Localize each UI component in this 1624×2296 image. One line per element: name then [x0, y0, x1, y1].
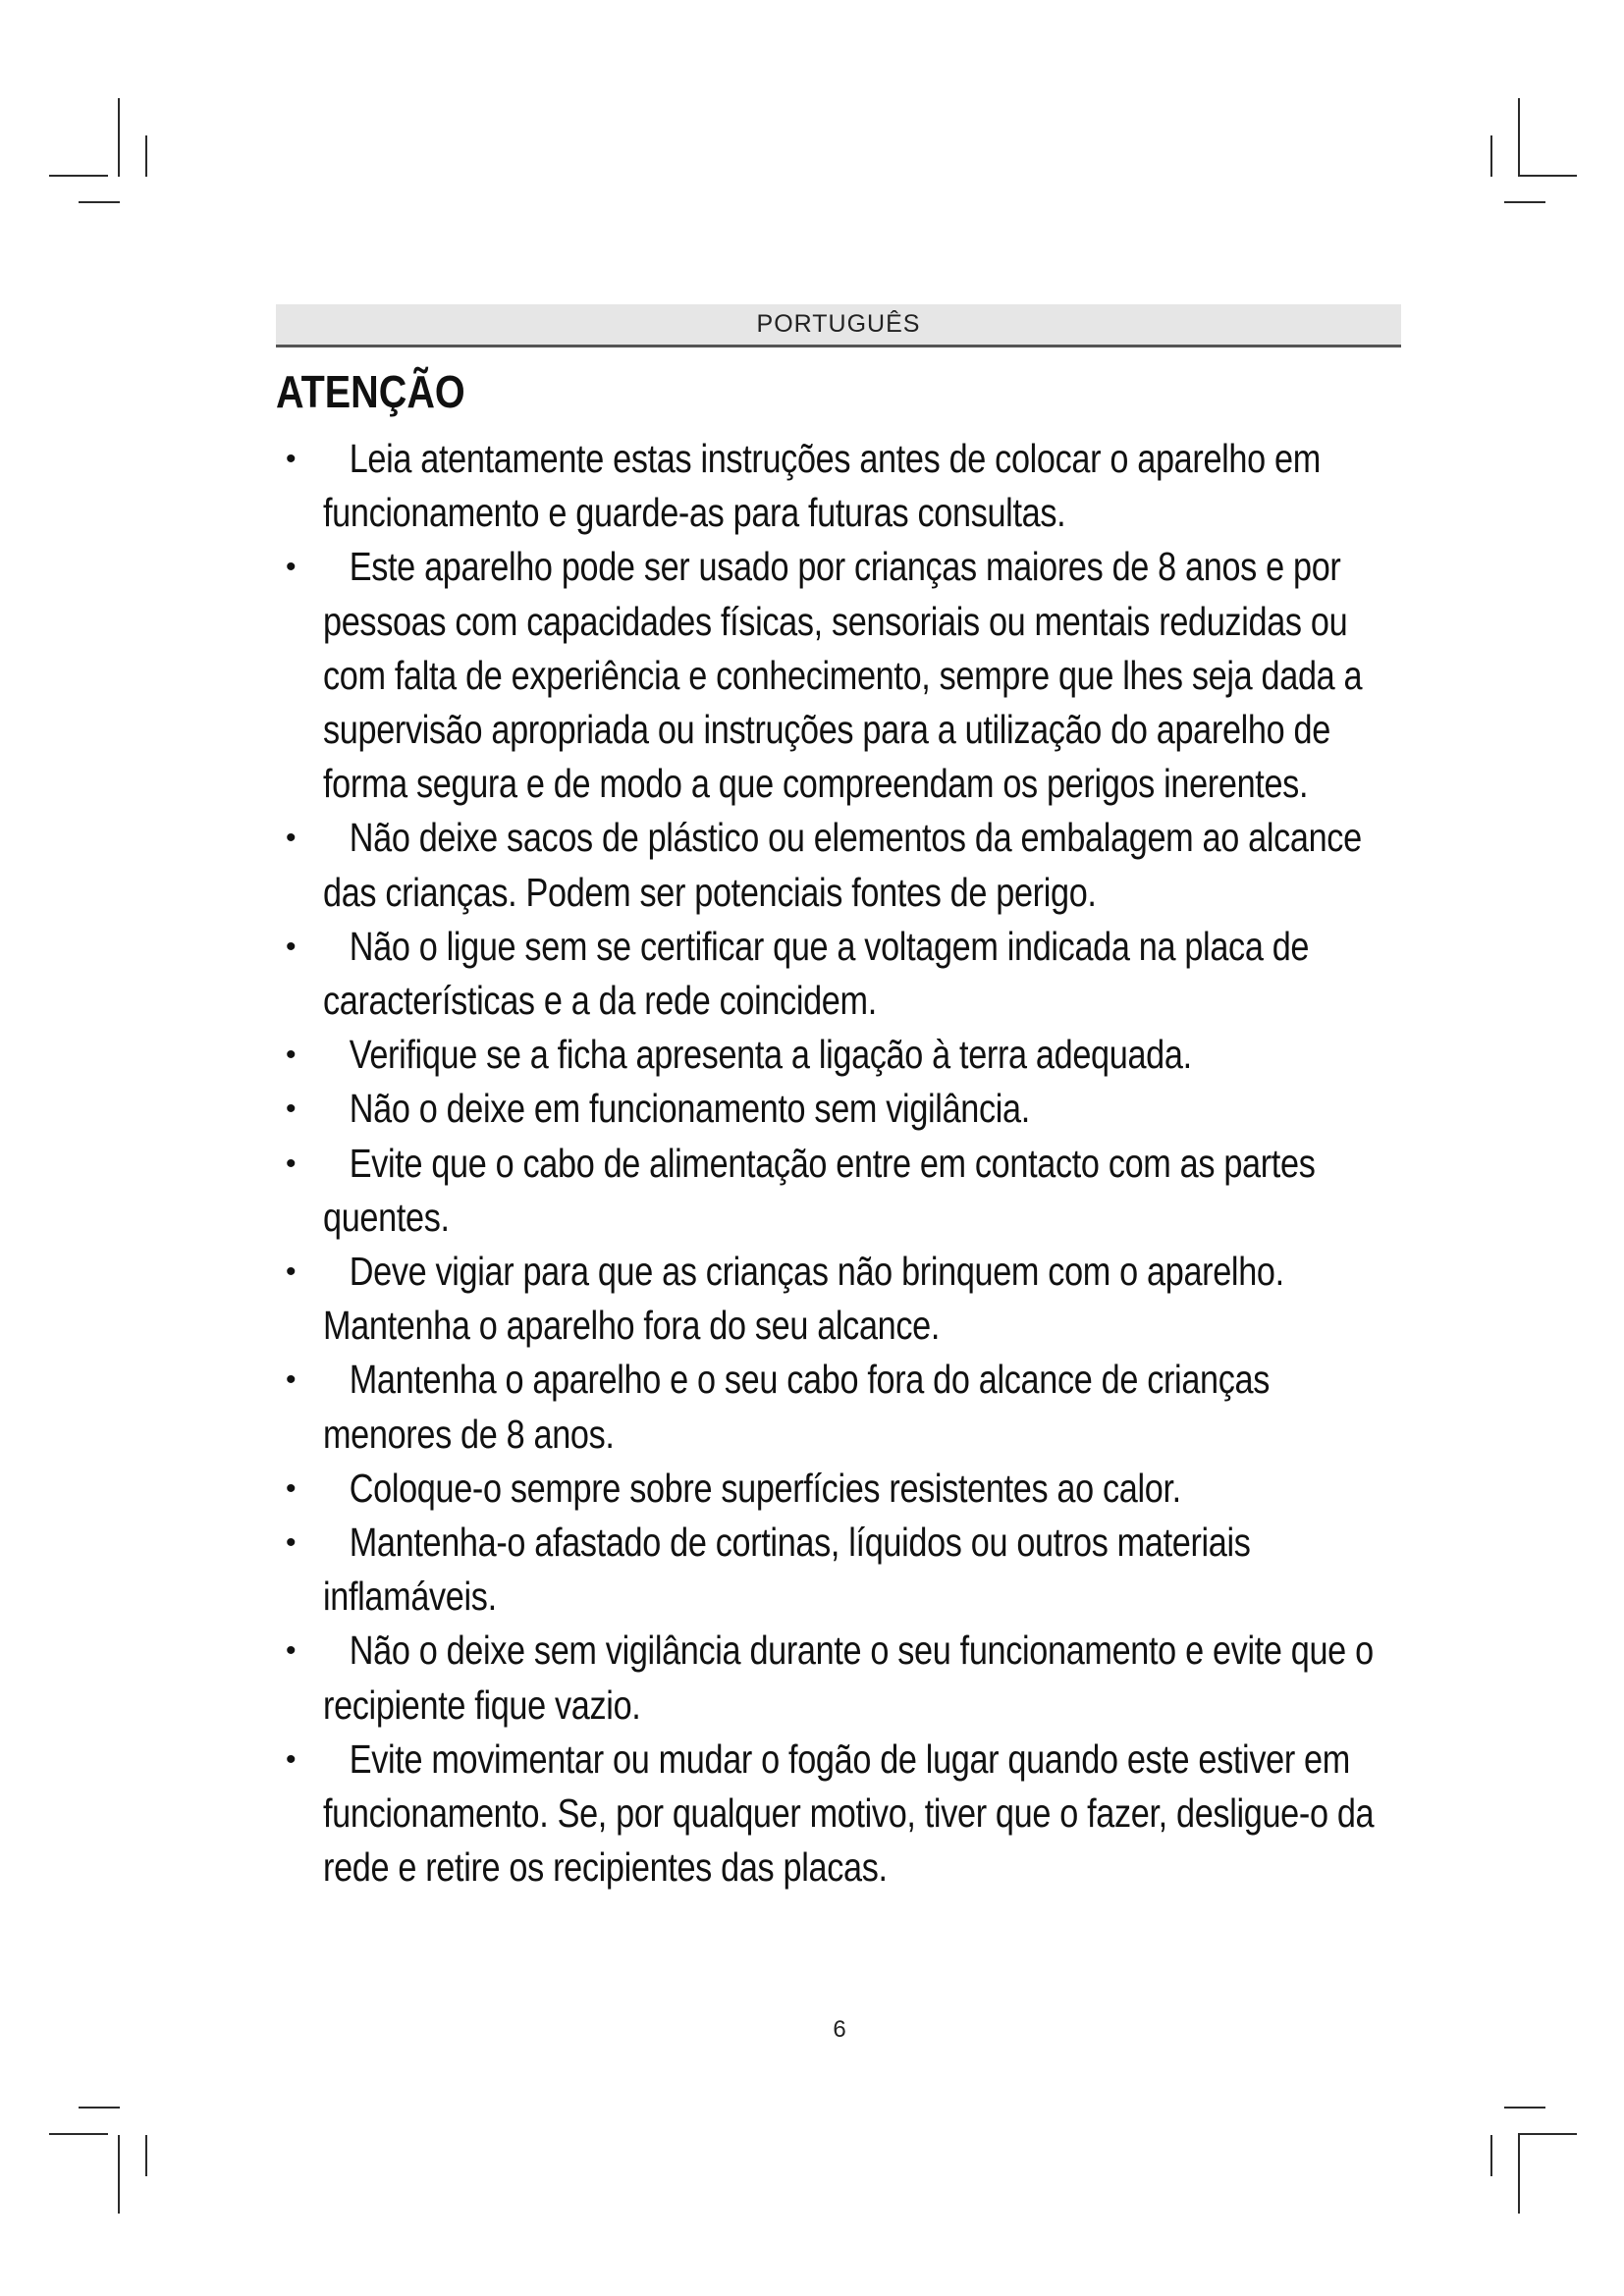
crop-mark-top-left-h — [49, 175, 108, 177]
warning-text: Não o ligue sem se certificar que a voltagem indicada na placa de características e a da rede coincidem. — [323, 923, 1310, 1024]
language-label: PORTUGUÊS — [756, 310, 921, 338]
bullet-icon: • — [286, 1039, 297, 1072]
crop-mark-bottom-right-h2 — [1518, 2133, 1577, 2135]
warnings-list — [276, 432, 1444, 1895]
crop-mark-top-right-v2 — [1490, 135, 1492, 177]
warning-item — [276, 811, 1444, 919]
warning-text: Não deixe sacos de plástico ou elementos da embalagem ao alcance das crianças. Podem ser potenciais fontes de perigo. — [323, 815, 1362, 915]
crop-mark-top-right-h — [1518, 175, 1577, 177]
warning-item — [276, 920, 1444, 1028]
bullet-icon: • — [286, 1255, 297, 1289]
warning-text: Não o deixe sem vigilância durante o seu funcionamento e evite que o recipiente fique vazio. — [323, 1628, 1374, 1728]
warning-text: Deve vigiar para que as crianças não brinquem com o aparelho. Mantenha o aparelho fora do seu alcance. — [323, 1249, 1284, 1349]
bullet-icon: • — [286, 930, 297, 963]
crop-mark-bottom-left-v2 — [118, 2135, 120, 2214]
warning-text: Mantenha o aparelho e o seu cabo fora do alcance de crianças menores de 8 anos. — [323, 1357, 1271, 1457]
crop-mark-bottom-left-h — [79, 2107, 120, 2109]
warning-item — [276, 1082, 1444, 1136]
bullet-icon: • — [286, 1471, 297, 1505]
bullet-icon: • — [286, 1093, 297, 1126]
crop-mark-top-left-h2 — [79, 201, 120, 203]
warning-item — [276, 1353, 1444, 1461]
crop-mark-top-right-h2 — [1504, 201, 1545, 203]
warning-text: Este aparelho pode ser usado por crianças maiores de 8 anos e por pessoas com capacidades físicas, sensoriais ou mentais reduzidas ou com falta de experiência e conhecimento, sempre que lhes seja dada a supervisão apropriada ou instruções para a utilização do aparelho de forma segura e de modo a que compreendam os perigos inerentes. — [323, 544, 1363, 807]
warning-text: Evite movimentar ou mudar o fogão de lugar quando este estiver em funcionamento. Se, por qualquer motivo, tiver que o fazer, desligue-o da rede e retire os recipientes das placas. — [323, 1735, 1375, 1891]
page-number: 6 — [833, 2016, 846, 2043]
warning-text: Verifique se a ficha apresenta a ligação à terra adequada. — [349, 1032, 1192, 1078]
crop-mark-bottom-left-v — [145, 2135, 147, 2176]
crop-mark-bottom-right-h — [1504, 2107, 1545, 2109]
bullet-icon: • — [286, 1526, 297, 1560]
crop-mark-top-right-v — [1518, 98, 1520, 177]
crop-mark-bottom-right-v — [1490, 2135, 1492, 2176]
warning-item — [276, 1624, 1444, 1732]
warning-text: Leia atentamente estas instruções antes de colocar o aparelho em funcionamento e guarde-as para futuras consultas. — [323, 436, 1321, 536]
warning-item — [276, 1733, 1444, 1896]
bullet-icon: • — [286, 822, 297, 855]
warning-item — [276, 540, 1444, 811]
warning-item — [276, 1462, 1444, 1516]
warning-item — [276, 1245, 1444, 1353]
bullet-icon: • — [286, 551, 297, 584]
crop-mark-top-left-v2 — [145, 135, 147, 177]
warning-text: Não o deixe em funcionamento sem vigilância. — [349, 1086, 1030, 1132]
warning-item — [276, 1028, 1444, 1082]
crop-mark-bottom-right-v2 — [1518, 2135, 1520, 2214]
warning-item — [276, 1137, 1444, 1245]
warning-item — [276, 1516, 1444, 1624]
warning-item — [276, 432, 1444, 540]
warning-text: Coloque-o sempre sobre superfícies resistentes ao calor. — [349, 1465, 1181, 1511]
page-title: ATENÇÃO — [276, 366, 465, 417]
bullet-icon: • — [286, 1147, 297, 1180]
language-header-bar — [276, 304, 1401, 347]
warning-text: Evite que o cabo de alimentação entre em contacto com as partes quentes. — [323, 1140, 1316, 1240]
bullet-icon: • — [286, 1634, 297, 1668]
bullet-icon: • — [286, 1363, 297, 1397]
crop-mark-bottom-left-h2 — [49, 2133, 108, 2135]
bullet-icon: • — [286, 443, 297, 475]
crop-mark-top-left-v — [118, 98, 120, 177]
warning-text: Mantenha-o afastado de cortinas, líquidos ou outros materiais inflamáveis. — [323, 1520, 1251, 1620]
bullet-icon: • — [286, 1742, 297, 1776]
